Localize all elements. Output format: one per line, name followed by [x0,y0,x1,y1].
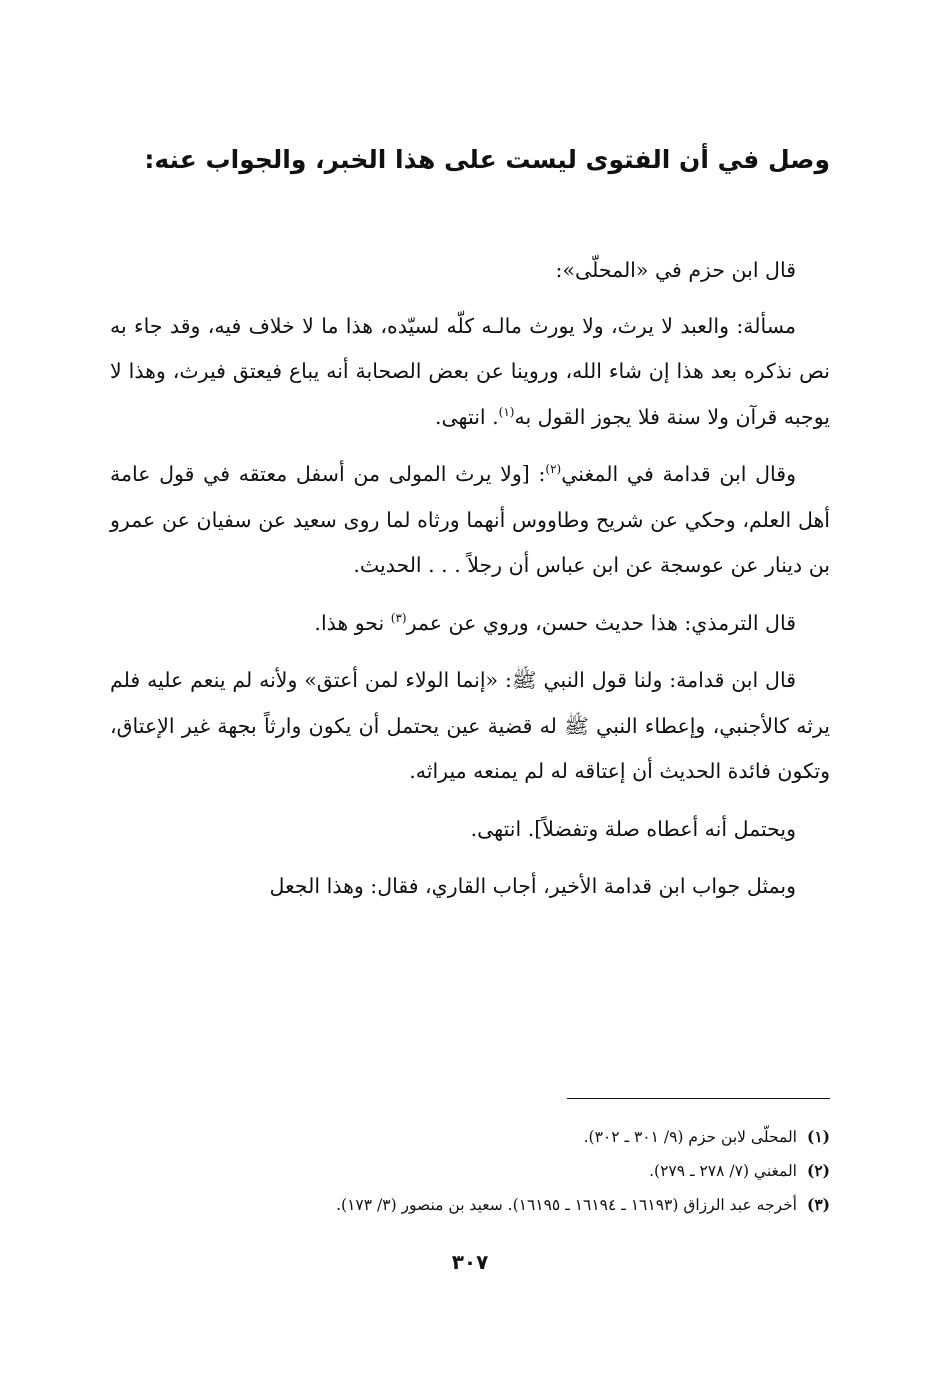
paragraph-text: قال الترمذي: هذا حديث حسن، وروي عن عمر [406,610,796,635]
paragraph-text: قال ابن حزم في «المحلّى»: [555,258,796,282]
paragraph-text: قال ابن قدامة: ولنا قول النبي ﷺ: «إنما الولاء لمن أعتق» ولأنه لم ينعم عليه فلم يرثه كالأجنبي، وإعطاء النبي ﷺ له قضية عين يحتمل أن يكون وارثاً بجهة غير الإعتاق، وتكون فائدة الحديث أن إعتاقه له لم يمنعه ميراثه. [110,668,830,783]
paragraph-tirmidhi [110,601,830,647]
paragraph-text: . انتهى. [434,404,499,429]
footnote-text: المحلّى لابن حزم (٩/ ٣٠١ ـ ٣٠٢). [583,1128,797,1146]
footnote-number: (١) [806,1127,830,1146]
footnote-item [110,1120,830,1154]
main-text [110,248,830,922]
paragraph-qari [110,864,830,910]
paragraph-text: نحو هذا. [314,610,391,635]
paragraph-text: مسألة: والعبد لا يرث، ولا يورث مالـه كلّه لسيّده، هذا ما لا خلاف فيه، وقد جاء به نص نذكره بعد هذا إن شاء الله، وروينا عن بعض الصحابة أنه يباع فيعتق فيرث، وهذا لا يوجبه قرآن ولا سنة فلا يجوز القول به [110,313,830,429]
footnote-item [110,1188,830,1222]
footnote-number: (٣) [806,1195,830,1214]
paragraph-intro-ibn-hazm [110,248,830,294]
footnote-ref-2[interactable]: (٢) [545,462,562,477]
footnote-separator [567,1098,830,1099]
page-number: ٣٠٧ [451,1250,489,1274]
paragraph-masala [110,304,830,441]
paragraph-ibn-qudama-mughni [110,452,830,589]
footnotes [110,1120,830,1222]
footnote-text: المغني (٧/ ٢٧٨ ـ ٢٧٩). [649,1162,797,1180]
section-heading: وصل في أن الفتوى ليست على هذا الخبر، والجواب عنه: [144,145,830,174]
paragraph-possibility [110,807,830,853]
footnote-text: أخرجه عبد الرزاق (١٦١٩٣ ـ ١٦١٩٤ ـ ١٦١٩٥). سعيد بن منصور (٣/ ١٧٣). [336,1196,797,1214]
paragraph-ibn-qudama-response [110,658,830,795]
paragraph-text: وقال ابن قدامة في المغني [561,462,796,486]
paragraph-text: وبمثل جواب ابن قدامة الأخير، أجاب القاري، فقال: وهذا الجعل [269,874,796,898]
paragraph-text: ويحتمل أنه أعطاه صلة وتفضلاً]. انتهى. [470,816,796,841]
footnote-ref-3[interactable]: (٣) [390,610,407,625]
footnote-item [110,1154,830,1188]
paragraph-text: : [ولا يرث المولى من أسفل معتقه في قول عامة أهل العلم، وحكي عن شريح وطاووس أنهما ورثاه لما روى سعيد عن سفيان عن عمرو بن دينار عن عوسجة عن ابن عباس أن رجلاً . . . الحديث. [110,462,830,577]
footnote-number: (٢) [806,1161,830,1180]
footnote-ref-1[interactable]: (١) [498,404,515,419]
